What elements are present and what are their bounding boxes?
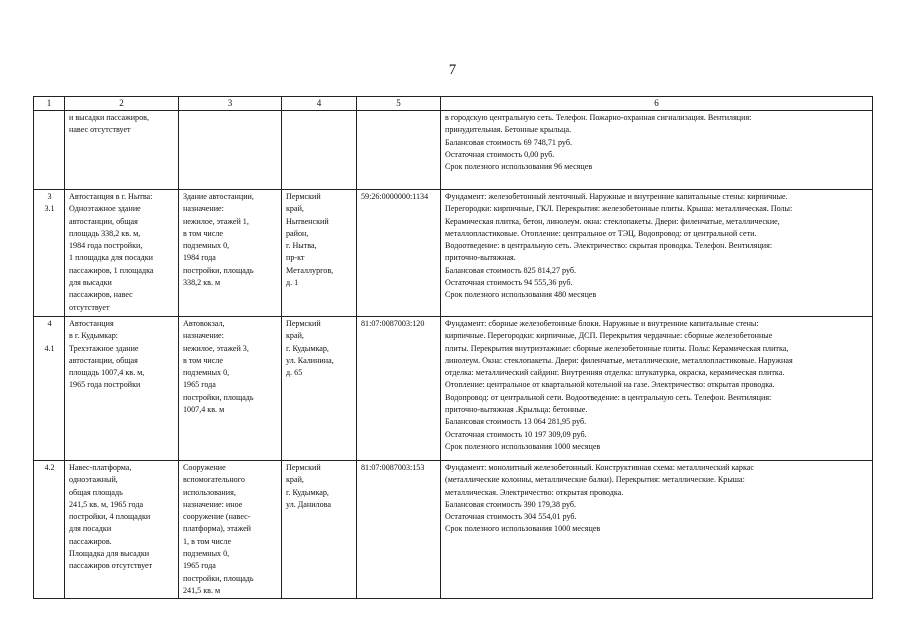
text-line: 4 — [47, 319, 52, 328]
object-name-cell — [65, 111, 179, 190]
technical-description-cell — [441, 190, 873, 317]
text-line: нежилое, этажей 1, — [183, 216, 249, 226]
text-line: Балансовая стоимость 825 814,27 руб. — [445, 265, 577, 275]
text-line: 1, в том числе — [183, 536, 232, 546]
text-line: Сооружение — [183, 463, 226, 472]
text-line: 1984 года — [183, 253, 216, 263]
text-line: край, — [286, 331, 304, 341]
cadastral-number-cell — [357, 190, 441, 317]
text-line: в том числе — [183, 355, 223, 365]
text-line: Остаточная стоимость 10 197 309,09 руб. — [445, 429, 587, 439]
text-line: 81:07:0087003:153 — [361, 463, 425, 472]
text-line: подземных 0, — [183, 241, 230, 251]
text-line: д. 65 — [286, 368, 303, 378]
text-line: Водоотведение: в центральную сеть. Электричество: скрытая проводка. Телефон. Вентиляция: — [445, 241, 773, 251]
address-cell — [282, 190, 357, 317]
text-line: отсутствует — [69, 302, 110, 312]
text-line: Фундамент: сборные железобетонные блоки. Наружные и внутренние капитальные стены: — [445, 319, 759, 328]
text-line: 1 площадка для посадки — [69, 253, 154, 263]
text-line: вспомогательного — [183, 475, 245, 485]
text-line: Металлургов, — [286, 265, 334, 275]
text-line: приточно-вытяжная .Крыльца: бетонные. — [445, 405, 588, 415]
text-line: Остаточная стоимость 94 555,36 руб. — [445, 278, 573, 288]
text-line: (металлические колонны, металлические балки). Перекрытия: металлические. Крыша: — [445, 475, 745, 485]
text-line: край, — [286, 475, 304, 485]
text-line: 3 — [47, 192, 52, 201]
column-header: 2 — [65, 97, 179, 111]
text-line: металлическая. Электричество: открытая проводка. — [445, 487, 624, 497]
text-line: 1984 года постройки, — [69, 241, 143, 251]
text-line: 3.1 — [44, 204, 55, 214]
column-header: 3 — [179, 97, 282, 111]
text-line: Керамическая плитка, бетон, линолеум. окна: стеклопакеты. Двери: филенчатые, металлические, — [445, 216, 780, 226]
text-line: и высадки пассажиров, — [69, 113, 149, 122]
text-line: 4.2 — [44, 463, 55, 472]
text-line: Пермский — [286, 319, 321, 328]
table-row — [34, 190, 873, 317]
text-line: г. Кудымкар, — [286, 487, 329, 497]
text-line: в городскую центральную сеть. Телефон. Пожарно-охранная сигнализация. Вентиляция: — [445, 113, 752, 122]
text-line: линолеум. Окна: стеклопакеты. Двери: филенчатые, металлические, металлопластиковые. Наружная — [445, 355, 793, 365]
text-line: пр-кт — [286, 253, 305, 263]
text-line: постройки, площадь — [183, 265, 254, 275]
column-header: 6 — [441, 97, 873, 111]
text-line: одноэтажный, — [69, 475, 118, 485]
row-number-cell — [34, 317, 65, 461]
text-line: постройки, площадь — [183, 392, 254, 402]
text-line: 1965 года постройки — [69, 380, 141, 390]
text-line: Срок полезного использования 1000 месяцев — [445, 441, 601, 451]
text-line: 241,5 кв. м, 1965 года — [69, 499, 144, 509]
text-line: использования, — [183, 487, 236, 497]
text-line: навес отсутствует — [69, 125, 131, 135]
text-line: 81:07:0087003:120 — [361, 319, 425, 328]
text-line: пассажиров отсутствует — [69, 561, 153, 571]
text-line: д. 1 — [286, 278, 299, 288]
technical-description-cell — [441, 317, 873, 461]
text-line: Водопровод: от центральной сети. Водоотведение: в центральную сеть. Телефон. Вентиляция: — [445, 392, 772, 402]
text-line: Балансовая стоимость 390 179,38 руб. — [445, 499, 577, 509]
text-line: Здание автостанции, — [183, 192, 254, 201]
text-line: 338,2 кв. м — [183, 278, 221, 288]
technical-description-cell — [441, 461, 873, 599]
text-line: г. Кудымкар, — [286, 343, 329, 353]
object-name-cell — [65, 317, 179, 461]
table-row — [34, 317, 873, 461]
text-line: 1965 года — [183, 561, 216, 571]
text-line: для посадки — [69, 524, 112, 534]
text-line: Трехэтажное здание — [69, 343, 139, 353]
text-line: подземных 0, — [183, 549, 230, 559]
text-line: Отопление: центральное от квартальной котельной на газе. Электричество: открытая проводка. — [445, 380, 775, 390]
text-line: ул. Данилова — [286, 499, 331, 509]
address-cell — [282, 317, 357, 461]
text-line: кирпичные. Перегородки: кирпичные, ДСП. Перекрытия чердачные: сборные железобетонные — [445, 331, 773, 341]
text-line: Автостанция — [69, 319, 114, 328]
text-line: Срок полезного использования 96 месяцев — [445, 162, 593, 172]
building-description-cell — [179, 111, 282, 190]
text-line: для высадки — [69, 278, 112, 288]
building-description-cell — [179, 190, 282, 317]
text-line: 1007,4 кв. м — [183, 405, 225, 415]
text-line: металлопластиковые. Отопление: центральное от ТЭЦ, Водопровод: от центральной сети. — [445, 228, 757, 238]
text-line: приточно-вытяжная. — [445, 253, 516, 263]
object-name-cell — [65, 190, 179, 317]
text-line: площадь 1007,4 кв. м, — [69, 368, 145, 378]
object-name-cell — [65, 461, 179, 599]
page-number: 7 — [448, 62, 457, 78]
text-line: Автовокзал, — [183, 319, 225, 328]
text-line: нежилое, этажей 3, — [183, 343, 249, 353]
text-line: Одноэтажное здание — [69, 204, 141, 214]
building-description-cell — [179, 317, 282, 461]
column-header: 1 — [34, 97, 65, 111]
text-line: отделка: металлический сайдинг. Внутренняя отделка: штукатурка, окраска, керамическая плитка. — [445, 368, 785, 378]
text-line: автостанции, общая — [69, 355, 138, 365]
table-row — [34, 111, 873, 190]
text-line: Нытвенский — [286, 216, 329, 226]
column-number-row — [34, 97, 873, 111]
text-line: назначение: — [183, 204, 224, 214]
technical-description-cell — [441, 111, 873, 190]
text-line: пассажиров. — [69, 536, 112, 546]
text-line: край, — [286, 204, 304, 214]
text-line: назначение: иное — [183, 499, 243, 509]
text-line: 1965 года — [183, 380, 216, 390]
text-line: район, — [286, 228, 309, 238]
text-line: площадь 338,2 кв. м, — [69, 228, 141, 238]
text-line: Балансовая стоимость 13 064 281,95 руб. — [445, 417, 587, 427]
text-line: Площадка для высадки — [69, 549, 150, 559]
text-line: Фундамент: железобетонный ленточный. Наружные и внутренние капитальные стены: кирпичные. — [445, 192, 788, 201]
text-line: в г. Кудымкар: — [69, 331, 118, 341]
text-line: ул. Калинина, — [286, 355, 334, 365]
text-line: автостанции, общая — [69, 216, 138, 226]
table-row — [34, 461, 873, 599]
text-line: назначение: — [183, 331, 224, 341]
text-line: Навес-платформа, — [69, 463, 132, 472]
text-line: Пермский — [286, 463, 321, 472]
column-header: 5 — [357, 97, 441, 111]
text-line: Пермский — [286, 192, 321, 201]
building-description-cell — [179, 461, 282, 599]
text-line: Перегородки: кирпичные, ГКЛ. Перекрытия: железобетонные плиты. Крыша: металлическая. Полы: — [445, 204, 793, 214]
text-line: общая площадь — [69, 487, 123, 497]
text-line: постройки, площадь — [183, 573, 254, 583]
text-line: подземных 0, — [183, 368, 230, 378]
text-line: принудительная. Бетонные крыльца. — [445, 125, 572, 135]
property-registry-table — [33, 96, 873, 599]
column-header: 4 — [282, 97, 357, 111]
row-number-cell — [34, 111, 65, 190]
text-line: 4.1 — [44, 343, 55, 353]
cadastral-number-cell — [357, 111, 441, 190]
text-line: платформа), этажей — [183, 524, 252, 534]
text-line: г. Нытва, — [286, 241, 317, 251]
text-line: Автостанция в г. Нытва: — [69, 192, 153, 201]
text-line: в том числе — [183, 228, 223, 238]
text-line: 241,5 кв. м — [183, 585, 221, 595]
text-line: Остаточная стоимость 304 554,01 руб. — [445, 512, 577, 522]
text-line: 59:26:0000000:1134 — [361, 192, 429, 201]
row-number-cell — [34, 461, 65, 599]
text-line: постройки, 4 площадки — [69, 512, 151, 522]
text-line — [361, 112, 437, 124]
address-cell — [282, 461, 357, 599]
text-line: Балансовая стоимость 69 748,71 руб. — [445, 137, 573, 147]
address-cell — [282, 111, 357, 190]
text-line: пассажиров, навес — [69, 290, 133, 300]
text-line: Остаточная стоимость 0,00 руб. — [445, 149, 555, 159]
text-line: пассажиров, 1 площадка — [69, 265, 154, 275]
cadastral-number-cell — [357, 461, 441, 599]
text-line: Фундамент: монолитный железобетонный. Конструктивная схема: металлический каркас — [445, 463, 754, 472]
text-line: Срок полезного использования 480 месяцев — [445, 290, 597, 300]
cadastral-number-cell — [357, 317, 441, 461]
text-line: Срок полезного использования 1000 месяцев — [445, 524, 601, 534]
text-line — [38, 330, 61, 342]
text-line: плиты. Перекрытия внутриэтажные: сборные железобетонные плиты. Полы: Керамическая плитка, — [445, 343, 789, 353]
text-line: сооружение (навес- — [183, 512, 251, 522]
row-number-cell — [34, 190, 65, 317]
